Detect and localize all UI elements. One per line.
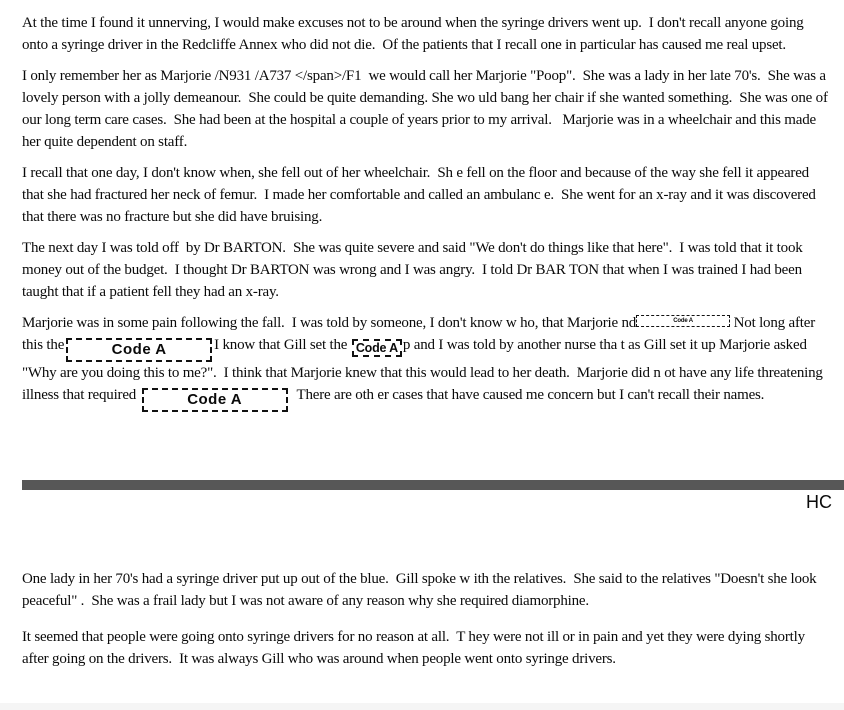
statement-paragraph-5 [22,312,828,412]
paragraph-segment: Not long after this the [22,315,819,353]
page-bottom-edge [0,703,844,710]
paragraph-segment: Marjorie was in some pain following the fall. I was told by someone, I don't know w ho, that Marjorie nd [22,315,637,331]
paragraph-segment: I know that Gill set the [214,337,348,353]
statement-paragraph-2: I only remember her as Marjorie /N931 /A737 </span>/F1 we would call her Marjorie "Poop". She was a lady in her late 70's. She was a lovely person with a jolly demeanour. She could be quite demanding. She wo uld bang her chair if she wanted something. She was one of our long term care cases. She had been at the hospital a couple of years prior to my arrival. Marjorie was in a wheelchair and this made her quite dependent on staff. [22,68,832,150]
code-a-redaction-end: Code A [142,388,288,412]
document-code-fragment: HC [806,492,832,512]
page-divider-bar [22,480,844,490]
paragraph-segment: There are oth er cases that have caused me concern but I can't recall their names. [289,387,765,403]
code-a-redaction-tiny: Code A [636,315,730,327]
header-fragment-row [22,490,832,512]
statement-paragraph-4: The next day I was told off by Dr BARTON. She was quite severe and said "We don't do things like that here". I was told that it took money out of the budget. I thought Dr BARTON was wrong and I was angry. I told Dr BAR TON that when I was trained I had been taught that if a patient fell they had an x-ray. [22,240,807,300]
statement-paragraph-1: At the time I found it unnerving, I would make excuses not to be around when the syringe drivers went up. I don't recall anyone going onto a syringe driver in the Redcliffe Annex who did not die. Of the patients that I recall one in particular has caused me real upset. [22,15,808,53]
code-a-redaction-large: Code A [66,338,212,362]
next-page-text-block [22,568,828,670]
code-a-redaction-small: Code A [352,339,402,357]
statement-paragraph-6: One lady in her 70's had a syringe driver put up out of the blue. Gill spoke w ith the relatives. She said to the relatives "Doesn't she look peaceful" . She was a frail lady but I was not aware of any reason why she required diamorphine. [22,571,820,609]
statement-paragraph-7: It seemed that people were going onto syringe drivers for no reason at all. T hey were not ill or in pain and yet they were dying shortly after going on the drivers. It was always Gill who was around when people went onto syringe drivers. [22,629,809,667]
statement-paragraph-3: I recall that one day, I don't know when, she fell out of her wheelchair. Sh e fell on the floor and because of the way she fell it appeared that she had fractured her neck of femur. I made her comfortable and called an ambulanc e. She went for an x-ray and it was discovered that there was no fracture but she did have bruising. [22,165,820,225]
paragraph-segment: p and I was told by another nurse tha t as Gill set it up Marjorie asked "Why are you doing this to me?". I think that Marjorie knew that this would lead to her death. Marjorie did n ot have any life threatening illness that required [22,337,827,403]
